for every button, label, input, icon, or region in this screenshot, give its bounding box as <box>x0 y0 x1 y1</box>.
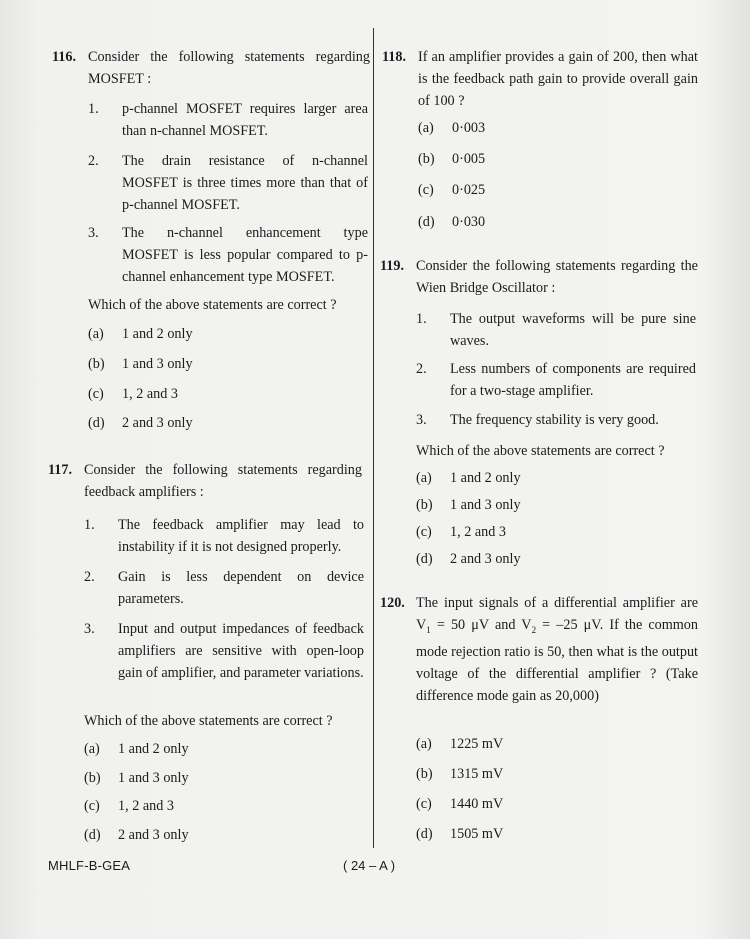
statement-text: Input and output impedances of feedback amplifiers are sensitive with open-loop gain of amplifier, and parameter variations. <box>118 621 364 681</box>
option-a[interactable] <box>88 323 193 345</box>
option-text: 0·025 <box>452 182 486 198</box>
statement-1 <box>416 308 696 352</box>
statement-text: The feedback amplifier may lead to instability if it is not designed properly. <box>118 517 364 555</box>
option-label: (b) <box>416 497 433 513</box>
statement-3 <box>416 409 696 431</box>
question-117 <box>48 459 366 503</box>
question-116 <box>52 46 370 90</box>
option-label: (b) <box>88 356 105 372</box>
option-label: (a) <box>84 741 100 757</box>
option-text: 1 and 2 only <box>450 470 521 486</box>
option-label: (d) <box>416 551 433 567</box>
option-text: 1 and 3 only <box>122 356 193 372</box>
option-label: (c) <box>84 798 100 814</box>
option-text: 1 and 2 only <box>118 741 189 757</box>
question-120 <box>380 592 698 707</box>
option-text: 2 and 3 only <box>450 551 521 567</box>
option-text: 2 and 3 only <box>122 415 193 431</box>
question-text: Consider the following statements regarding the Wien Bridge Oscillator : <box>416 258 698 296</box>
option-c[interactable] <box>416 521 506 543</box>
statement-1 <box>84 514 364 558</box>
question-text <box>416 592 698 707</box>
booklet-code: MHLF-B-GEA <box>48 858 131 873</box>
option-d[interactable] <box>88 412 193 434</box>
option-text: 1, 2 and 3 <box>118 798 174 814</box>
question-number: 118. <box>382 49 407 65</box>
statement-text: Less numbers of components are required for a two-stage amplifier. <box>450 361 696 399</box>
option-label: (b) <box>84 770 101 786</box>
option-label: (c) <box>416 524 432 540</box>
option-b[interactable] <box>416 494 521 516</box>
option-d[interactable] <box>418 211 485 233</box>
question-number: 117. <box>48 462 73 478</box>
option-label: (c) <box>416 796 432 812</box>
option-label: (d) <box>418 214 435 230</box>
statement-number: 1. <box>84 517 95 533</box>
statement-1 <box>88 98 368 142</box>
option-label: (b) <box>416 766 433 782</box>
option-text: 0·005 <box>452 151 486 167</box>
statement-text: The frequency stability is very good. <box>450 412 659 428</box>
option-text: 1 and 3 only <box>118 770 189 786</box>
option-label: (a) <box>418 120 434 136</box>
option-text: 1, 2 and 3 <box>122 386 178 402</box>
statement-number: 3. <box>88 225 99 241</box>
statement-text: Gain is less dependent on device parameters. <box>118 569 364 607</box>
option-label: (d) <box>416 826 433 842</box>
option-text: 2 and 3 only <box>118 827 189 843</box>
statement-number: 2. <box>88 153 99 169</box>
column-divider <box>373 28 374 848</box>
option-a[interactable] <box>84 738 189 760</box>
statement-number: 3. <box>416 412 427 428</box>
question-text: Consider the following statements regarding feedback amplifiers : <box>84 462 362 500</box>
v2-subscript: 2 <box>531 624 537 635</box>
option-c[interactable] <box>416 793 503 815</box>
statement-number: 2. <box>416 361 427 377</box>
question-number: 120. <box>380 595 405 611</box>
question-prompt: Which of the above statements are correct ? <box>88 297 337 313</box>
statement-text: p-channel MOSFET requires larger area than n-channel MOSFET. <box>122 101 368 139</box>
option-label: (d) <box>88 415 105 431</box>
question-118 <box>382 46 698 112</box>
statement-2 <box>84 566 364 610</box>
option-text: 1225 mV <box>450 736 504 752</box>
option-label: (a) <box>416 736 432 752</box>
option-d[interactable] <box>416 823 503 845</box>
option-c[interactable] <box>418 179 485 201</box>
option-a[interactable] <box>418 117 485 139</box>
option-label: (c) <box>88 386 104 402</box>
option-label: (c) <box>418 182 434 198</box>
statement-2 <box>416 358 696 402</box>
option-label: (d) <box>84 827 101 843</box>
option-b[interactable] <box>416 763 503 785</box>
option-label: (b) <box>418 151 435 167</box>
question-text-part: = 50 μV and V <box>430 617 532 633</box>
option-b[interactable] <box>84 767 189 789</box>
question-text: If an amplifier provides a gain of 200, then what is the feedback path gain to provide overall gain of 100 ? <box>418 49 698 109</box>
statement-text: The n-channel enhancement type MOSFET is less popular compared to p-channel enhancement type MOSFET. <box>122 225 368 285</box>
option-b[interactable] <box>88 353 193 375</box>
option-d[interactable] <box>416 548 521 570</box>
option-a[interactable] <box>416 467 521 489</box>
statement-3 <box>88 222 368 288</box>
question-number: 116. <box>52 49 77 65</box>
v1-subscript: 1 <box>426 624 431 635</box>
statement-2 <box>88 150 368 216</box>
option-c[interactable] <box>84 795 174 817</box>
option-text: 1505 mV <box>450 826 504 842</box>
question-number: 119. <box>380 258 405 274</box>
question-prompt: Which of the above statements are correct ? <box>416 443 665 459</box>
option-b[interactable] <box>418 148 485 170</box>
statement-3 <box>84 618 364 684</box>
option-text: 1 and 2 only <box>122 326 193 342</box>
option-text: 1315 mV <box>450 766 504 782</box>
statement-number: 1. <box>88 101 99 117</box>
option-a[interactable] <box>416 733 503 755</box>
option-label: (a) <box>88 326 104 342</box>
option-text: 1440 mV <box>450 796 504 812</box>
question-text: Consider the following statements regarding MOSFET : <box>88 49 370 87</box>
question-text-part: The input signals of a differential amplifier are V <box>416 595 698 633</box>
page-number: ( 24 – A ) <box>343 858 396 873</box>
option-text: 0·030 <box>452 214 486 230</box>
statement-text: The output waveforms will be pure sine waves. <box>450 311 696 349</box>
question-text-part: = –25 μV. If the common mode rejection ratio is 50, then what is the output voltage of the differential amplifier ? (Take difference mode gain as 20,000) <box>416 617 698 704</box>
statement-number: 3. <box>84 621 95 637</box>
question-prompt: Which of the above statements are correct ? <box>84 713 333 729</box>
question-119 <box>380 255 698 299</box>
option-text: 1, 2 and 3 <box>450 524 506 540</box>
option-label: (a) <box>416 470 432 486</box>
option-text: 0·003 <box>452 120 486 136</box>
statement-number: 2. <box>84 569 95 585</box>
statement-text: The drain resistance of n-channel MOSFET is three times more than that of p-channel MOSFET. <box>122 153 368 213</box>
statement-number: 1. <box>416 311 427 327</box>
option-d[interactable] <box>84 824 189 846</box>
option-text: 1 and 3 only <box>450 497 521 513</box>
option-c[interactable] <box>88 383 178 405</box>
